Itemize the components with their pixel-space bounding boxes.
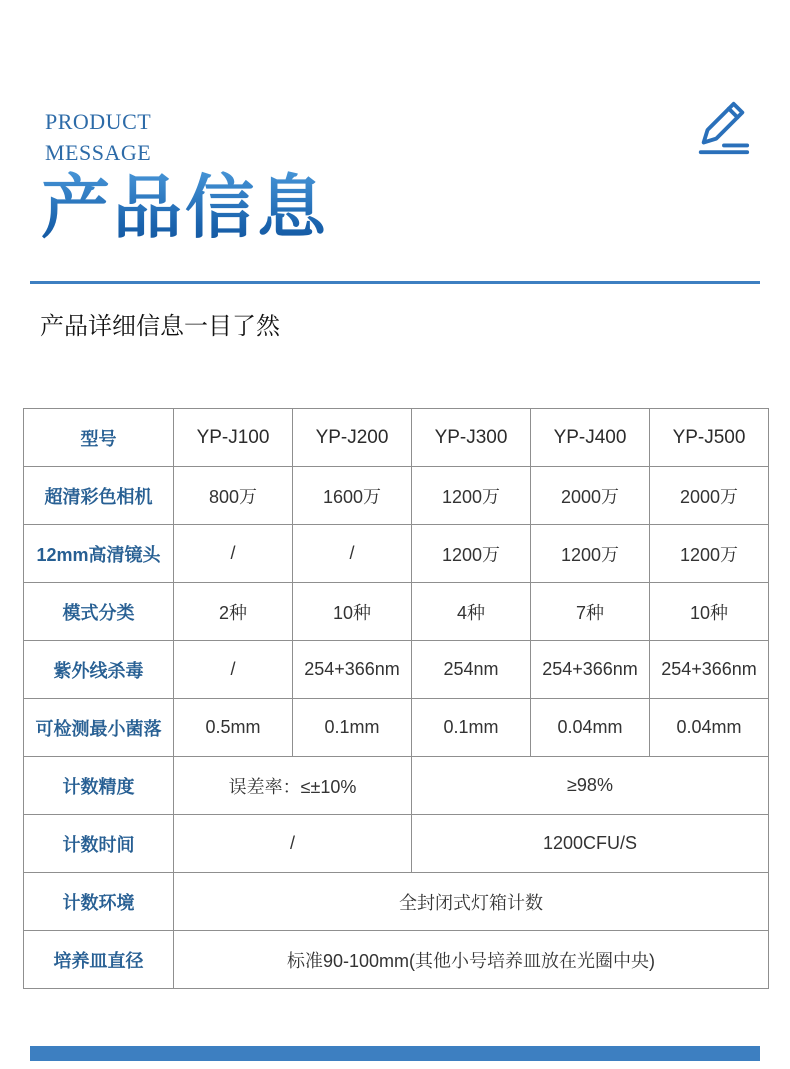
table-cell: / <box>174 815 412 873</box>
footer-accent-bar <box>30 1046 760 1061</box>
table-cell: 1200万 <box>412 467 531 525</box>
table-row <box>24 815 769 873</box>
table-cell: 0.04mm <box>531 699 650 757</box>
table-row <box>24 699 769 757</box>
table-cell: 800万 <box>174 467 293 525</box>
table-cell: 1200万 <box>531 525 650 583</box>
row-label: 模式分类 <box>24 583 174 641</box>
table-row <box>24 467 769 525</box>
row-label: 12mm高清镜头 <box>24 525 174 583</box>
table-cell: 2000万 <box>531 467 650 525</box>
table-cell: 1200万 <box>412 525 531 583</box>
column-header: YP-J200 <box>293 409 412 467</box>
table-cell: 4种 <box>412 583 531 641</box>
table-row <box>24 931 769 989</box>
row-label: 可检测最小菌落 <box>24 699 174 757</box>
table-cell: 0.1mm <box>293 699 412 757</box>
eyebrow-line-1: PRODUCT <box>45 109 152 134</box>
table-cell: ≥98% <box>412 757 769 815</box>
column-header: YP-J300 <box>412 409 531 467</box>
table-cell: 254nm <box>412 641 531 699</box>
table-cell: 2000万 <box>650 467 769 525</box>
table-row <box>24 757 769 815</box>
table-row <box>24 641 769 699</box>
table-cell: 0.04mm <box>650 699 769 757</box>
spec-table-head <box>24 409 769 467</box>
table-row <box>24 873 769 931</box>
row-label: 紫外线杀毒 <box>24 641 174 699</box>
table-cell: 254+366nm <box>650 641 769 699</box>
column-header-model: 型号 <box>24 409 174 467</box>
page-subtitle: 产品详细信息一目了然 <box>40 314 280 340</box>
table-cell: / <box>174 525 293 583</box>
row-label: 计数环境 <box>24 873 174 931</box>
table-row <box>24 583 769 641</box>
table-cell: 1200CFU/S <box>412 815 769 873</box>
table-cell: 7种 <box>531 583 650 641</box>
table-cell: 全封闭式灯箱计数 <box>174 873 769 931</box>
table-cell: 0.1mm <box>412 699 531 757</box>
title-divider-line <box>30 281 760 284</box>
table-cell: 0.5mm <box>174 699 293 757</box>
table-cell: 10种 <box>650 583 769 641</box>
column-header: YP-J500 <box>650 409 769 467</box>
table-cell: 1200万 <box>650 525 769 583</box>
row-label: 培养皿直径 <box>24 931 174 989</box>
column-header: YP-J100 <box>174 409 293 467</box>
table-cell: 标准90-100mm(其他小号培养皿放在光圈中央) <box>174 931 769 989</box>
table-cell: 误差率：≤±10% <box>174 757 412 815</box>
product-spec-table <box>23 408 769 989</box>
row-label: 超清彩色相机 <box>24 467 174 525</box>
row-label: 计数时间 <box>24 815 174 873</box>
table-row <box>24 525 769 583</box>
table-cell: 2种 <box>174 583 293 641</box>
table-cell: / <box>293 525 412 583</box>
table-cell: / <box>174 641 293 699</box>
table-cell: 1600万 <box>293 467 412 525</box>
table-header-row <box>24 409 769 467</box>
eyebrow-line-2: MESSAGE <box>45 140 152 165</box>
eyebrow-heading <box>45 106 151 168</box>
table-cell: 10种 <box>293 583 412 641</box>
table-cell: 254+366nm <box>531 641 650 699</box>
spec-table-body <box>24 467 769 989</box>
pencil-icon <box>694 98 752 158</box>
page-title: 产品信息 <box>41 169 329 246</box>
table-cell: 254+366nm <box>293 641 412 699</box>
column-header: YP-J400 <box>531 409 650 467</box>
row-label: 计数精度 <box>24 757 174 815</box>
